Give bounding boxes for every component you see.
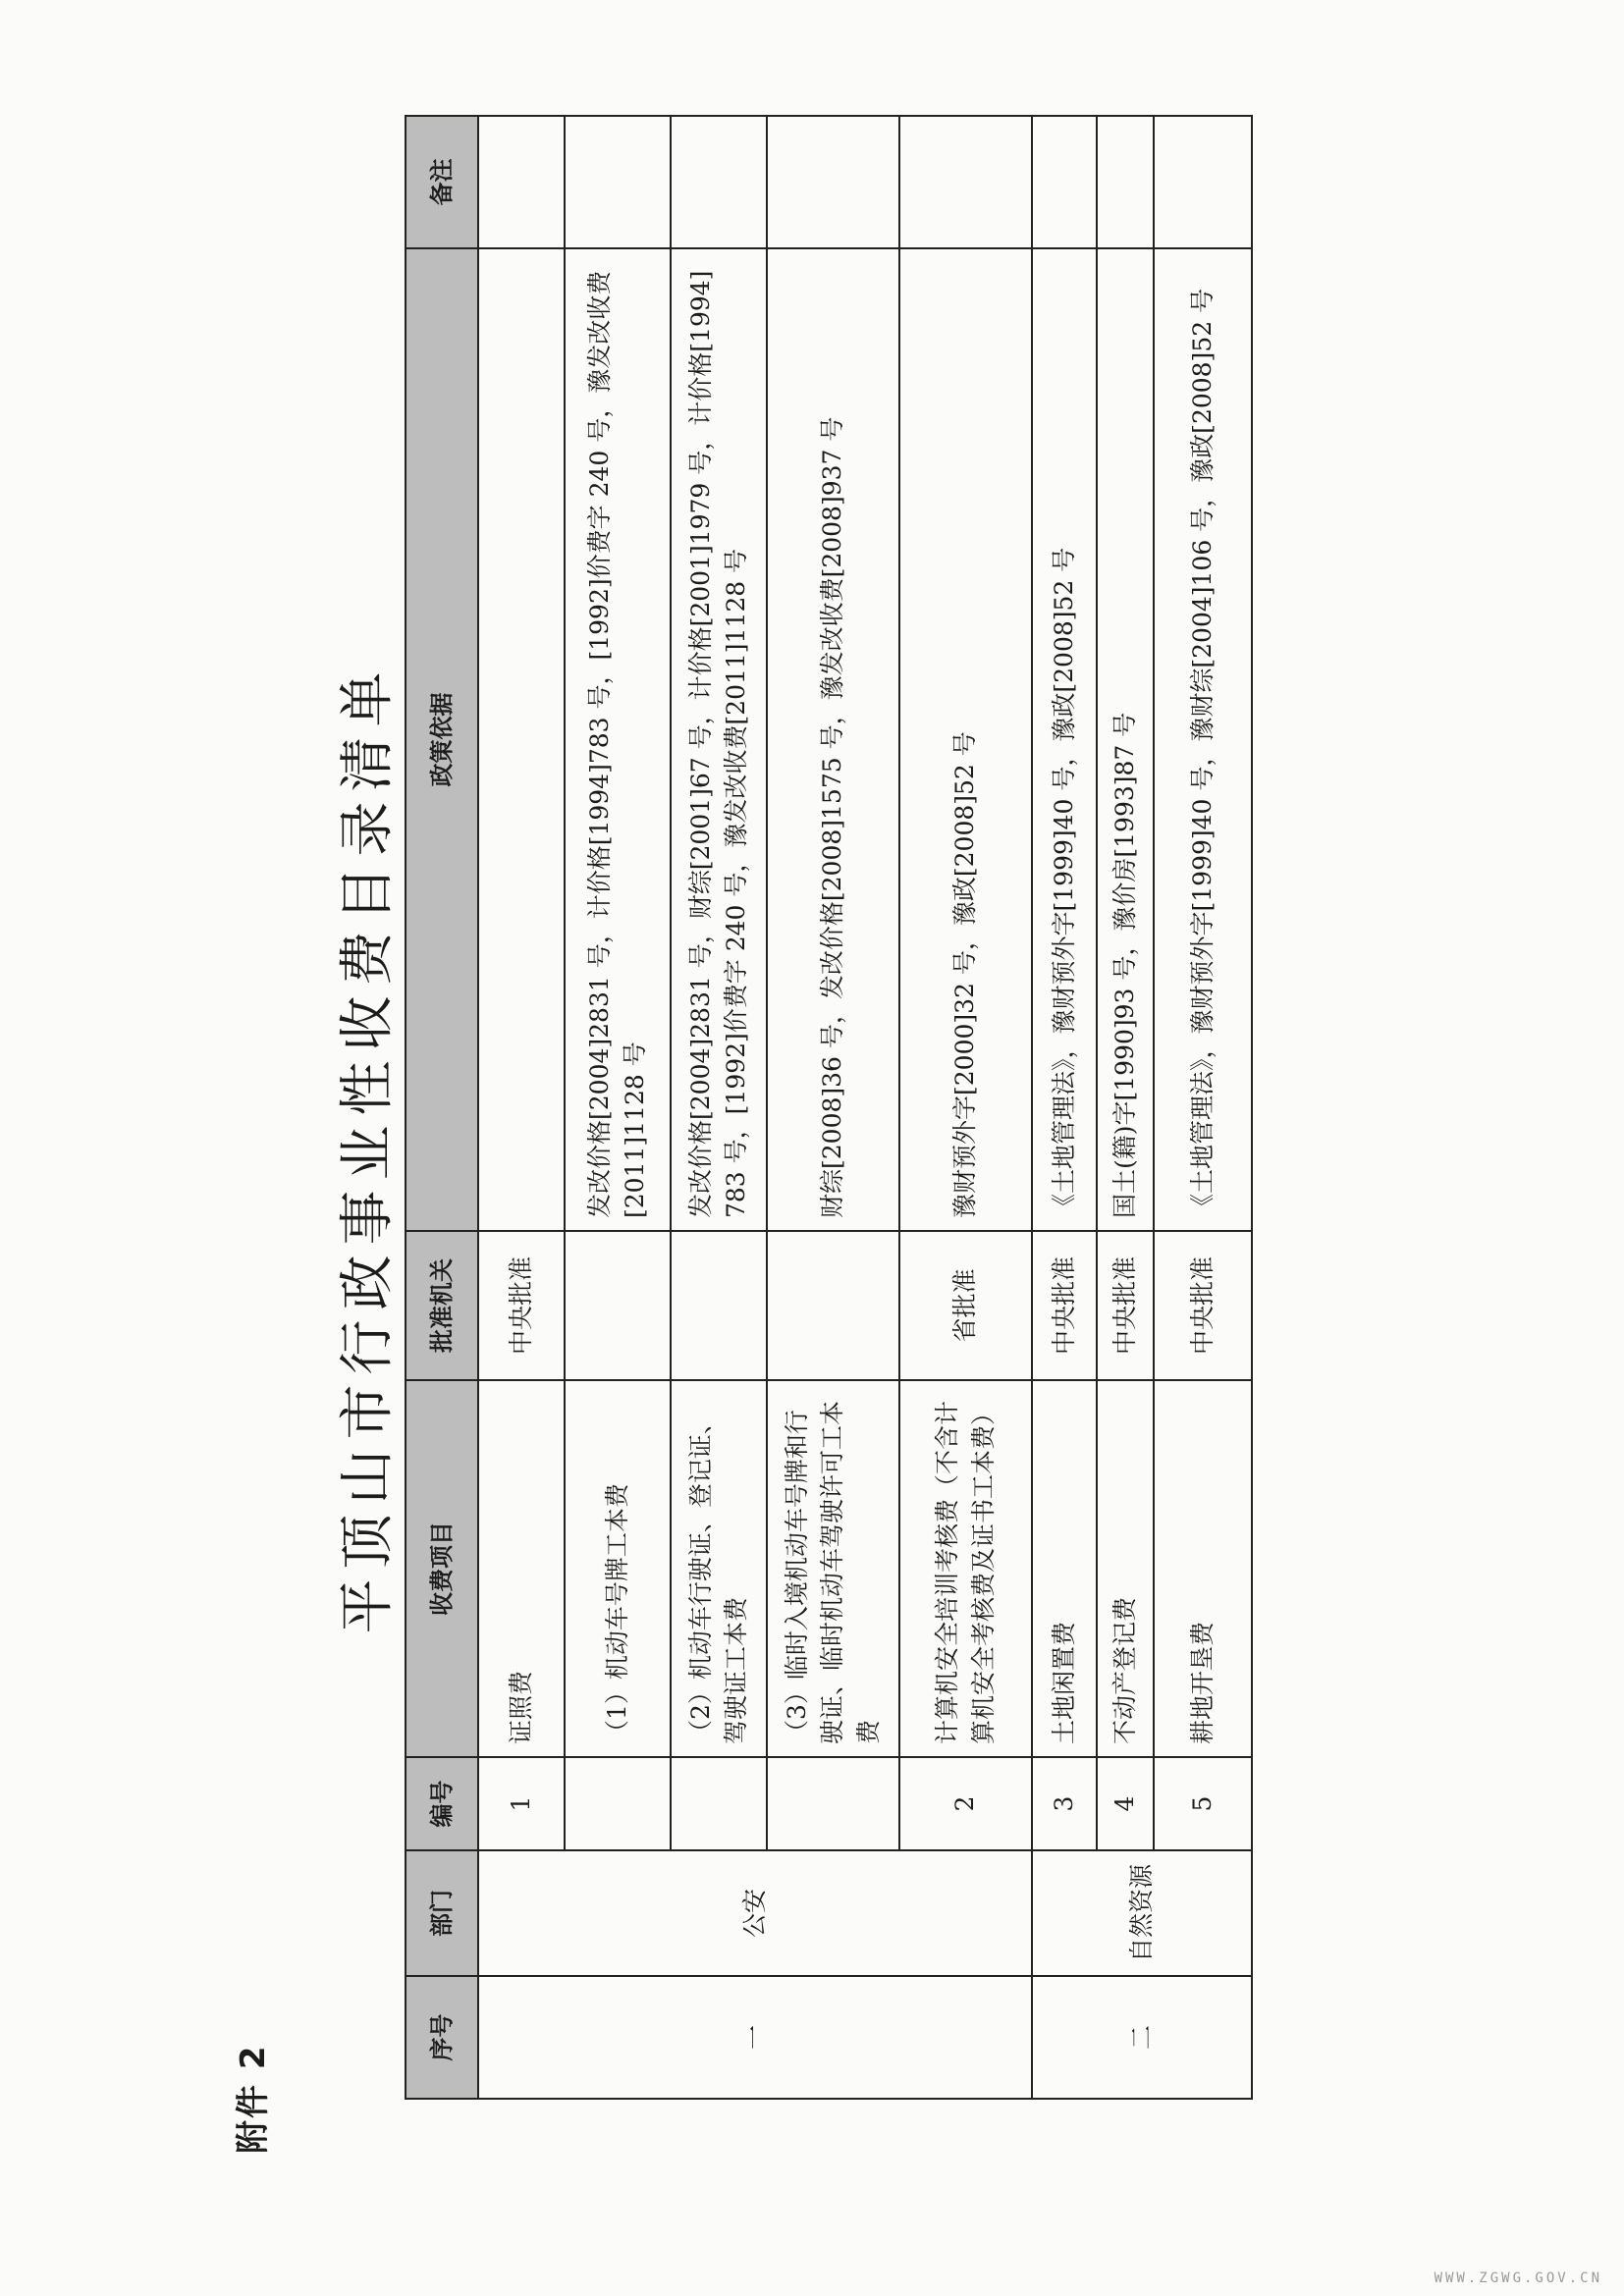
row-authority: 中央批准 xyxy=(1032,1231,1097,1380)
row-authority xyxy=(671,1231,767,1380)
row-basis xyxy=(478,248,565,1231)
row-fee-item: 土地闲置费 xyxy=(1032,1380,1097,1757)
table-row xyxy=(1097,116,1154,2099)
row-fee-item: 不动产登记费 xyxy=(1097,1380,1154,1757)
header-authority: 批准机关 xyxy=(406,1231,478,1380)
header-seq: 序号 xyxy=(406,1976,478,2099)
row-authority: 中央批准 xyxy=(1097,1231,1154,1380)
group-dept: 自然资源 xyxy=(1032,1850,1252,1976)
row-basis: 发改价格[2004]2831 号，财综[2001]67 号，计价格[2001]1979 号，计价格[1994]783 号，[1992]价费字 240 号，豫发改收费[2011]1128 号 xyxy=(671,248,767,1231)
header-dept: 部门 xyxy=(406,1850,478,1976)
header-basis: 政策依据 xyxy=(406,248,478,1231)
row-remark xyxy=(1097,116,1154,248)
group-dept: 公安 xyxy=(478,1850,1032,1976)
row-basis: 《土地管理法》，豫财预外字[1999]40 号，豫政[2008]52 号 xyxy=(1032,248,1097,1231)
header-num: 编号 xyxy=(406,1757,478,1850)
table-row xyxy=(478,116,565,2099)
document-title: 平顶山市行政事业性收费目录清单 xyxy=(336,662,400,1634)
row-remark xyxy=(478,116,565,248)
row-num: 4 xyxy=(1097,1757,1154,1850)
row-fee-item: （2）机动车行驶证、登记证、驾驶证工本费 xyxy=(671,1380,767,1757)
row-num: 1 xyxy=(478,1757,565,1850)
row-remark xyxy=(1032,116,1097,248)
table-row xyxy=(1032,116,1097,2099)
table-row xyxy=(565,116,671,2099)
row-num xyxy=(767,1757,899,1850)
row-remark xyxy=(899,116,1032,248)
row-num: 5 xyxy=(1154,1757,1252,1850)
row-basis: 豫财预外字[2000]32 号，豫政[2008]52 号 xyxy=(899,248,1032,1231)
row-num: 2 xyxy=(899,1757,1032,1850)
table-header-row xyxy=(406,116,478,2099)
header-remark: 备注 xyxy=(406,116,478,248)
group-seq: 一 xyxy=(478,1976,1032,2099)
site-watermark: WWW.ZGWG.GOV.CN xyxy=(1434,2270,1602,2286)
row-remark xyxy=(1154,116,1252,248)
row-fee-item: 证照费 xyxy=(478,1380,565,1757)
row-fee-item: （3）临时入境机动车号牌和行驶证、临时机动车驾驶许可工本费 xyxy=(767,1380,899,1757)
row-fee-item: （1）机动车号牌工本费 xyxy=(565,1380,671,1757)
row-basis: 国土(籍)字[1990]93 号，豫价房[1993]87 号 xyxy=(1097,248,1154,1231)
row-fee-item: 耕地开垦费 xyxy=(1154,1380,1252,1757)
group-seq: 二 xyxy=(1032,1976,1252,2099)
row-basis: 发改价格[2004]2831 号，计价格[1994]783 号，[1992]价费字 240 号，豫发改收费[2011]1128 号 xyxy=(565,248,671,1231)
row-authority xyxy=(767,1231,899,1380)
row-authority xyxy=(565,1231,671,1380)
table-row xyxy=(767,116,899,2099)
table-row xyxy=(1154,116,1252,2099)
header-fee-item: 收费项目 xyxy=(406,1380,478,1757)
row-num: 3 xyxy=(1032,1757,1097,1850)
row-num xyxy=(671,1757,767,1850)
row-remark xyxy=(671,116,767,248)
row-num xyxy=(565,1757,671,1850)
table-row xyxy=(899,116,1032,2099)
row-authority: 中央批准 xyxy=(478,1231,565,1380)
row-basis: 《土地管理法》，豫财预外字[1999]40 号，豫财综[2004]106 号，豫政[2008]52 号 xyxy=(1154,248,1252,1231)
row-authority: 省批准 xyxy=(899,1231,1032,1380)
fee-catalog-table xyxy=(405,115,1253,2100)
attachment-label: 附件 2 xyxy=(234,2044,273,2154)
table-row xyxy=(671,116,767,2099)
row-authority: 中央批准 xyxy=(1154,1231,1252,1380)
row-remark xyxy=(767,116,899,248)
row-remark xyxy=(565,116,671,248)
row-fee-item: 计算机安全培训考核费（不含计算机安全考核费及证书工本费） xyxy=(899,1380,1032,1757)
row-basis: 财综[2008]36 号，发改价格[2008]1575 号，豫发改收费[2008]937 号 xyxy=(767,248,899,1231)
